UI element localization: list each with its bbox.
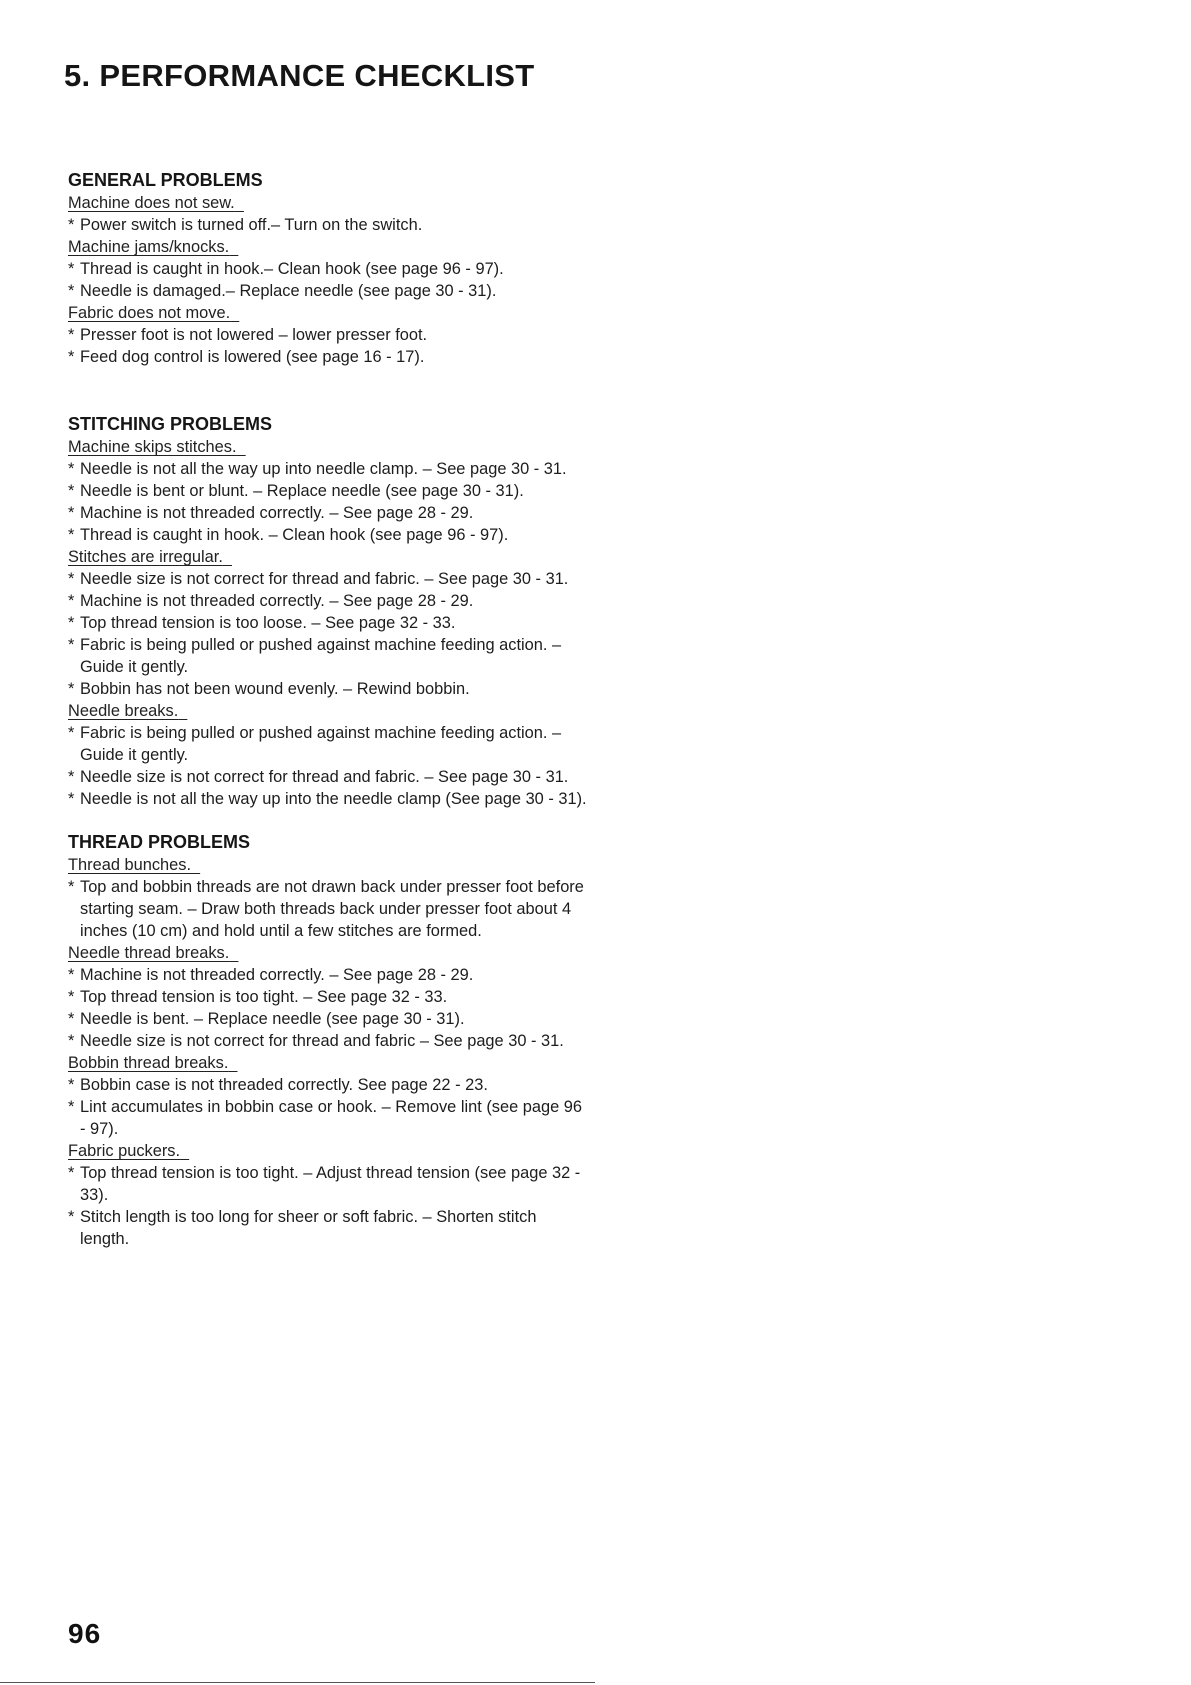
problem-stitches-irregular	[68, 546, 588, 700]
asterisk-bullet: *	[68, 878, 75, 896]
asterisk-bullet: *	[68, 1076, 75, 1094]
problem-title: Stitches are irregular.	[68, 548, 223, 566]
remedy-item: * Thread is caught in hook. – Clean hook (see page 96 - 97).	[68, 526, 509, 544]
problem-machine-skips-stitches	[68, 436, 588, 546]
problem-bobbin-thread-breaks	[68, 1052, 588, 1140]
page-number: 96	[68, 1618, 102, 1649]
remedy-item: * Needle is bent. – Replace needle (see page 30 - 31).	[68, 1010, 465, 1028]
remedy-item: * Top and bobbin threads are not drawn back under presser foot before starting seam. – Draw both threads back under presser foot about 4 inches (10 cm) and hold until a few stitches are formed.	[68, 878, 584, 940]
asterisk-bullet: *	[68, 966, 75, 984]
problem-machine-jams	[68, 236, 588, 302]
remedy-item: * Feed dog control is lowered (see page 16 - 17).	[68, 348, 425, 366]
page-title: 5. PERFORMANCE CHECKLIST	[64, 58, 535, 93]
asterisk-bullet: *	[68, 680, 75, 698]
asterisk-bullet: *	[68, 1098, 75, 1116]
problem-title: Fabric does not move.	[68, 304, 231, 322]
asterisk-bullet: *	[68, 260, 75, 278]
remedy-item: * Lint accumulates in bobbin case or hook. – Remove lint (see page 96 - 97).	[68, 1098, 583, 1138]
remedy-item: * Stitch length is too long for sheer or soft fabric. – Shorten stitch length.	[68, 1208, 537, 1248]
remedy-item: * Bobbin case is not threaded correctly. See page 22 - 23.	[68, 1076, 488, 1094]
problem-title: Machine skips stitches.	[68, 438, 237, 456]
section-thread-problems	[68, 830, 588, 1250]
asterisk-bullet: *	[68, 570, 75, 588]
problem-needle-breaks	[68, 700, 588, 810]
asterisk-bullet: *	[68, 790, 75, 808]
remedy-list	[68, 964, 588, 1052]
remedy-item: * Top thread tension is too tight. – See page 32 - 33.	[68, 988, 448, 1006]
remedy-item: * Power switch is turned off.– Turn on the switch.	[68, 216, 423, 234]
asterisk-bullet: *	[68, 636, 75, 654]
remedy-item: * Needle size is not correct for thread and fabric. – See page 30 - 31.	[68, 768, 569, 786]
remedy-item: * Needle is damaged.– Replace needle (see page 30 - 31).	[68, 282, 497, 300]
problem-fabric-puckers	[68, 1140, 588, 1250]
remedy-item: * Presser foot is not lowered – lower presser foot.	[68, 326, 428, 344]
remedy-item: * Machine is not threaded correctly. – See page 28 - 29.	[68, 592, 474, 610]
remedy-list	[68, 214, 588, 236]
asterisk-bullet: *	[68, 216, 75, 234]
bottom-divider	[0, 1682, 595, 1683]
asterisk-bullet: *	[68, 1010, 75, 1028]
problem-title: Fabric puckers.	[68, 1142, 181, 1160]
remedy-item: * Machine is not threaded correctly. – See page 28 - 29.	[68, 504, 474, 522]
remedy-list	[68, 1162, 588, 1250]
remedy-item: * Fabric is being pulled or pushed against machine feeding action. – Guide it gently.	[68, 636, 562, 676]
remedy-list	[68, 458, 588, 546]
section-heading: STITCHING PROBLEMS	[68, 414, 273, 434]
asterisk-bullet: *	[68, 1032, 75, 1050]
asterisk-bullet: *	[68, 614, 75, 632]
problem-needle-thread-breaks	[68, 942, 588, 1052]
remedy-list	[68, 1074, 588, 1140]
remedy-item: * Machine is not threaded correctly. – See page 28 - 29.	[68, 966, 474, 984]
remedy-item: * Top thread tension is too loose. – See page 32 - 33.	[68, 614, 456, 632]
remedy-item: * Thread is caught in hook.– Clean hook (see page 96 - 97).	[68, 260, 504, 278]
section-heading: GENERAL PROBLEMS	[68, 170, 263, 190]
problem-machine-does-not-sew	[68, 192, 588, 236]
asterisk-bullet: *	[68, 1164, 75, 1182]
remedy-list	[68, 568, 588, 700]
section-general-problems	[68, 168, 588, 368]
section-stitching-problems	[68, 412, 588, 810]
remedy-list	[68, 324, 588, 368]
asterisk-bullet: *	[68, 504, 75, 522]
remedy-item: * Top thread tension is too tight. – Adjust thread tension (see page 32 - 33).	[68, 1164, 581, 1204]
asterisk-bullet: *	[68, 1208, 75, 1226]
problem-thread-bunches	[68, 854, 588, 942]
problem-title: Needle thread breaks.	[68, 944, 230, 962]
remedy-item: * Needle is not all the way up into needle clamp. – See page 30 - 31.	[68, 460, 567, 478]
asterisk-bullet: *	[68, 988, 75, 1006]
remedy-list	[68, 722, 588, 810]
remedy-item: * Needle size is not correct for thread and fabric. – See page 30 - 31.	[68, 570, 569, 588]
remedy-item: * Needle is not all the way up into the needle clamp (See page 30 - 31).	[68, 790, 587, 808]
asterisk-bullet: *	[68, 768, 75, 786]
remedy-item: * Needle size is not correct for thread and fabric – See page 30 - 31.	[68, 1032, 564, 1050]
remedy-item: * Needle is bent or blunt. – Replace needle (see page 30 - 31).	[68, 482, 524, 500]
problem-fabric-does-not-move	[68, 302, 588, 368]
asterisk-bullet: *	[68, 282, 75, 300]
section-heading: THREAD PROBLEMS	[68, 832, 251, 852]
problem-title: Thread bunches.	[68, 856, 192, 874]
remedy-list	[68, 258, 588, 302]
remedy-list	[68, 876, 588, 942]
problem-title: Machine jams/knocks.	[68, 238, 230, 256]
asterisk-bullet: *	[68, 326, 75, 344]
asterisk-bullet: *	[68, 724, 75, 742]
problem-title: Machine does not sew.	[68, 194, 235, 212]
asterisk-bullet: *	[68, 526, 75, 544]
asterisk-bullet: *	[68, 482, 75, 500]
checklist-content	[68, 168, 588, 1250]
problem-title: Bobbin thread breaks.	[68, 1054, 229, 1072]
asterisk-bullet: *	[68, 592, 75, 610]
asterisk-bullet: *	[68, 348, 75, 366]
remedy-item: * Bobbin has not been wound evenly. – Rewind bobbin.	[68, 680, 470, 698]
remedy-item: * Fabric is being pulled or pushed against machine feeding action. – Guide it gently.	[68, 724, 562, 764]
asterisk-bullet: *	[68, 460, 75, 478]
problem-title: Needle breaks.	[68, 702, 179, 720]
